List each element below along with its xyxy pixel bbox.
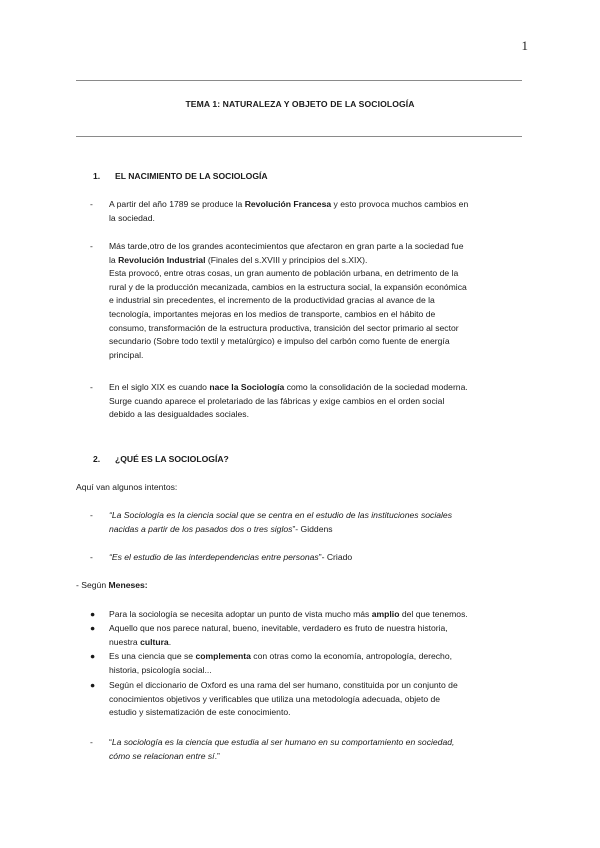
text: Surge cuando aparece el proletariado de las fábricas y exige cambios en el orden social: [109, 395, 445, 406]
text: (Finales del s.XVIII y principios del s.XIX).: [205, 254, 368, 265]
quote-text: cómo se relacionan entre sí: [109, 750, 215, 761]
text: - Según: [76, 580, 109, 590]
section-1-title: EL NACIMIENTO DE LA SOCIOLOGÍA: [115, 171, 268, 181]
section-2-title: ¿QUÉ ES LA SOCIOLOGÍA?: [115, 454, 229, 464]
text: Esta provocó, entre otras cosas, un gran aumento de población urbana, en detrimento de la: [109, 268, 459, 279]
quote-text: “La Sociología es la ciencia social que se centra en el estudio de las instituciones sociales: [109, 510, 452, 520]
bold-text: Revolución Industrial: [118, 254, 206, 265]
dash-marker: -: [90, 737, 93, 747]
bold-text: nace la Sociología: [209, 382, 285, 392]
text: y esto provoca muchos cambios en: [331, 199, 469, 209]
meneses-heading: [76, 579, 148, 593]
text: e industrial sin precedentes, el incremento de la productividad gracias al avance de la: [109, 295, 435, 306]
quote-text: nacidas a partir de los pasados dos o tres siglos: [109, 523, 293, 534]
text: .”: [214, 750, 220, 761]
text: .: [168, 636, 172, 647]
dash-marker: -: [90, 510, 93, 520]
text: estudio y sistematización de este conocimiento.: [109, 707, 291, 718]
text: Para la sociología se necesita adoptar un punto de vista mucho más: [109, 609, 372, 619]
text: Más tarde,otro de los grandes acontecimientos que afectaron en gran parte a la sociedad fue: [109, 241, 464, 251]
dash-marker: -: [90, 199, 93, 209]
text: “: [109, 737, 112, 747]
bold-text: cultura: [140, 636, 169, 647]
text: rural y de la producción mecanizada, cambios en la estructura social, la expansión económica: [109, 281, 467, 292]
text: tecnología, importantes mejoras en los medios de transporte, cambios en el hábito de: [109, 308, 436, 319]
text: con otras como la economía, antropología, derecho,: [250, 651, 453, 661]
text: debido a las desigualdades sociales.: [109, 409, 249, 420]
text: Según el diccionario de Oxford es una rama del ser humano, constituida por un conjunto de: [109, 680, 458, 690]
text: la: [109, 254, 119, 265]
quote-author: ”- Giddens: [292, 523, 333, 534]
section-2-heading: [93, 453, 229, 467]
bullet-marker: ●: [90, 680, 96, 690]
bold-text: amplio: [371, 609, 400, 619]
bold-text: Meneses:: [108, 580, 148, 590]
document-title: TEMA 1: NATURALEZA Y OBJETO DE LA SOCIOLOGÍA: [185, 99, 415, 109]
text: como la consolidación de la sociedad moderna.: [284, 382, 468, 392]
text: Aquello que nos parece natural, bueno, inevitable, verdadero es fruto de nuestra historia,: [109, 623, 448, 633]
text: conocimientos objetivos y verificables que utiliza una metodología adecuada, objeto de: [109, 693, 441, 704]
section-1-number: 1.: [93, 171, 101, 181]
section-2-intro: Aquí van algunos intentos:: [76, 482, 178, 492]
text: la sociedad.: [109, 212, 155, 223]
bullet-marker: ●: [90, 623, 96, 633]
bullet-marker: ●: [90, 651, 96, 661]
text: En el siglo XIX es cuando: [109, 382, 210, 392]
text: Es una ciencia que se: [109, 651, 196, 661]
dash-marker: -: [90, 552, 93, 562]
quote-text: “Es el estudio de las interdependencias entre personas: [109, 552, 319, 562]
quote-text: La sociología es la ciencia que estudia al ser humano en su comportamiento en sociedad,: [111, 737, 455, 747]
dash-marker: -: [90, 382, 93, 392]
text: historia, psicología social...: [109, 664, 212, 675]
quote-author: ”- Criado: [318, 552, 353, 562]
text: A partir del año 1789 se produce la: [109, 199, 245, 209]
text: principal.: [109, 349, 144, 360]
text: secundario (Sobre todo textil y metalúrgico) e impulso del carbón como fuente de energía: [109, 336, 450, 347]
section-2-number: 2.: [93, 454, 101, 464]
dash-marker: -: [90, 241, 93, 251]
page-number: 1: [521, 38, 528, 53]
bold-text: Revolución Francesa: [244, 199, 332, 209]
text: nuestra: [109, 636, 141, 647]
section-1-heading: [93, 170, 268, 184]
text: consumo, transformación de la estructura productiva, transición del sector primario al sector: [109, 322, 459, 333]
text: del que tenemos.: [399, 609, 468, 619]
top-rule: [76, 80, 522, 81]
bottom-rule: [76, 136, 522, 137]
bullet-marker: ●: [90, 609, 96, 619]
bold-text: complementa: [195, 651, 251, 661]
